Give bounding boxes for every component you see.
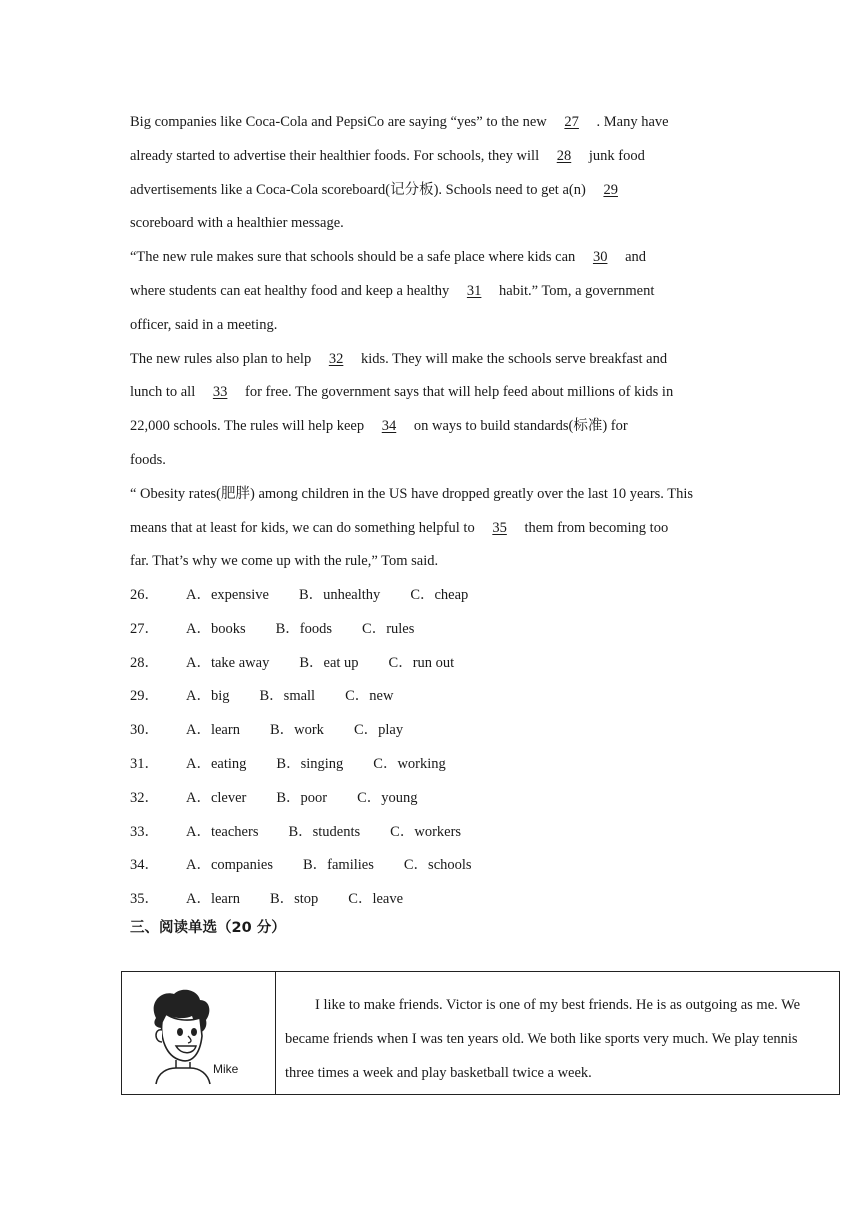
option-a: A．clever [186, 789, 247, 806]
question-number: 34． [130, 857, 159, 874]
mike-picture-cell [122, 972, 276, 1094]
passage-text: habit.” Tom, a government [495, 283, 655, 299]
passage-line [130, 518, 668, 538]
option-b: B．unhealthy [298, 587, 381, 603]
passage-text: already started to advertise their healthier foods. For schools, they will [130, 147, 543, 164]
option-a: A．books [186, 620, 246, 637]
passage-text: The new rules also plan to help [130, 350, 315, 367]
passage-line [130, 349, 667, 369]
answer-blank: 27 [564, 114, 579, 130]
option-c: C．cheap [410, 587, 469, 603]
answer-blank: 34 [381, 418, 397, 435]
question-row [130, 788, 418, 808]
question-row [130, 754, 446, 774]
question-row [130, 855, 472, 875]
question-number: 35． [130, 891, 159, 908]
passage-line [130, 146, 645, 166]
passage-line [130, 281, 654, 301]
option-c: C．play [353, 722, 404, 739]
option-b: B．students [288, 823, 361, 840]
option-a: A．teachers [186, 823, 259, 840]
passage-line [130, 551, 438, 571]
option-c: C．rules [362, 620, 415, 637]
option-b: B．stop [269, 891, 319, 908]
answer-blank: 33 [212, 384, 228, 401]
passage-line [130, 213, 344, 233]
passage-line [130, 382, 673, 402]
answer-blank: 31 [466, 283, 482, 299]
boy-cartoon-icon [122, 972, 275, 1096]
passage-text: advertisements like a Coca-Cola scoreboard(记分板). Schools need to get a(n) [130, 181, 590, 198]
option-b: B．small [259, 688, 316, 705]
picture-label: Mike [213, 1062, 239, 1076]
answer-blank: 32 [328, 350, 344, 367]
reading-paragraph: I like to make friends. Victor is one of my best friends. He is as outgoing as me. We became friends when I was ten years old. We both like sports very much. We play tennis three times a week and play basketball twice a week. [285, 997, 801, 1081]
passage-text: foods. [130, 452, 166, 468]
question-row [130, 585, 468, 605]
question-number: 33． [130, 823, 159, 840]
passage-text: . Many have [592, 114, 669, 130]
passage-text: means that at least for kids, we can do something helpful to [130, 519, 479, 536]
option-a: A．eating [186, 756, 247, 772]
passage-text: on ways to build standards(标准) for [410, 418, 628, 435]
passage-line [130, 247, 646, 267]
passage-text: “The new rule makes sure that schools should be a safe place where kids can [130, 249, 579, 266]
passage-line [130, 315, 277, 335]
passage-text: officer, said in a meeting. [130, 316, 278, 333]
option-a: A．expensive [186, 587, 269, 603]
passage-text: lunch to all [130, 384, 199, 401]
question-number: 27． [130, 620, 159, 637]
passage-text: Big companies like Coca-Cola and PepsiCo are saying “yes” to the new [130, 114, 551, 130]
passage-text: and [621, 249, 646, 266]
question-number: 31． [130, 756, 159, 772]
answer-blank: 28 [556, 147, 572, 164]
option-c: C．run out [388, 654, 455, 671]
passage-text: them from becoming too [520, 519, 669, 536]
question-number: 30． [130, 722, 159, 739]
option-a: A．learn [186, 722, 240, 739]
passage-text: kids. They will make the schools serve breakfast and [357, 350, 668, 367]
reading-table [121, 971, 840, 1095]
option-a: A．companies [186, 857, 273, 874]
passage-line [130, 180, 632, 200]
passage-text: where students can eat healthy food and keep a healthy [130, 283, 453, 299]
option-a: A．learn [186, 891, 240, 908]
question-row [130, 889, 403, 909]
passage-text: “ Obesity rates(肥胖) among children in the US have dropped greatly over the last 10 years. This [130, 485, 694, 502]
option-c: C．workers [390, 823, 462, 840]
option-b: B．foods [275, 620, 333, 637]
question-number: 26． [130, 587, 159, 603]
option-b: B．work [269, 722, 324, 739]
question-row [130, 619, 414, 639]
option-c: C．schools [403, 857, 472, 874]
option-b: B．families [302, 857, 374, 874]
passage-line [130, 112, 669, 132]
option-c: C．working [373, 756, 446, 772]
question-number: 29． [130, 688, 159, 705]
passage-text: scoreboard with a healthier message. [130, 215, 344, 232]
question-row [130, 822, 461, 842]
passage-text: for free. The government says that will help feed about millions of kids in [241, 384, 674, 401]
answer-blank: 30 [592, 249, 608, 266]
option-c: C．leave [348, 891, 404, 908]
question-number: 32． [130, 789, 159, 806]
answer-blank: 29 [603, 181, 618, 198]
question-number: 28． [130, 654, 159, 671]
option-a: A．big [186, 688, 230, 705]
question-row [130, 686, 393, 706]
option-c: C．new [345, 688, 394, 705]
question-row [130, 653, 454, 673]
passage-line [130, 450, 166, 470]
passage-text: far. That’s why we come up with the rule,” Tom said. [130, 553, 439, 570]
question-row [130, 720, 403, 740]
passage-line [130, 484, 693, 504]
option-a: A．take away [186, 654, 270, 671]
reading-text-cell [276, 972, 839, 1094]
answer-blank: 35 [492, 519, 507, 536]
option-b: B．eat up [299, 654, 359, 671]
option-b: B．poor [276, 789, 328, 806]
option-c: C．young [357, 789, 418, 806]
option-b: B．singing [276, 756, 344, 772]
passage-text: 22,000 schools. The rules will help keep [130, 418, 368, 435]
passage-line [130, 416, 628, 436]
passage-text: junk food [585, 147, 645, 164]
section-title: 三、阅读单选（20 分） [130, 920, 286, 936]
